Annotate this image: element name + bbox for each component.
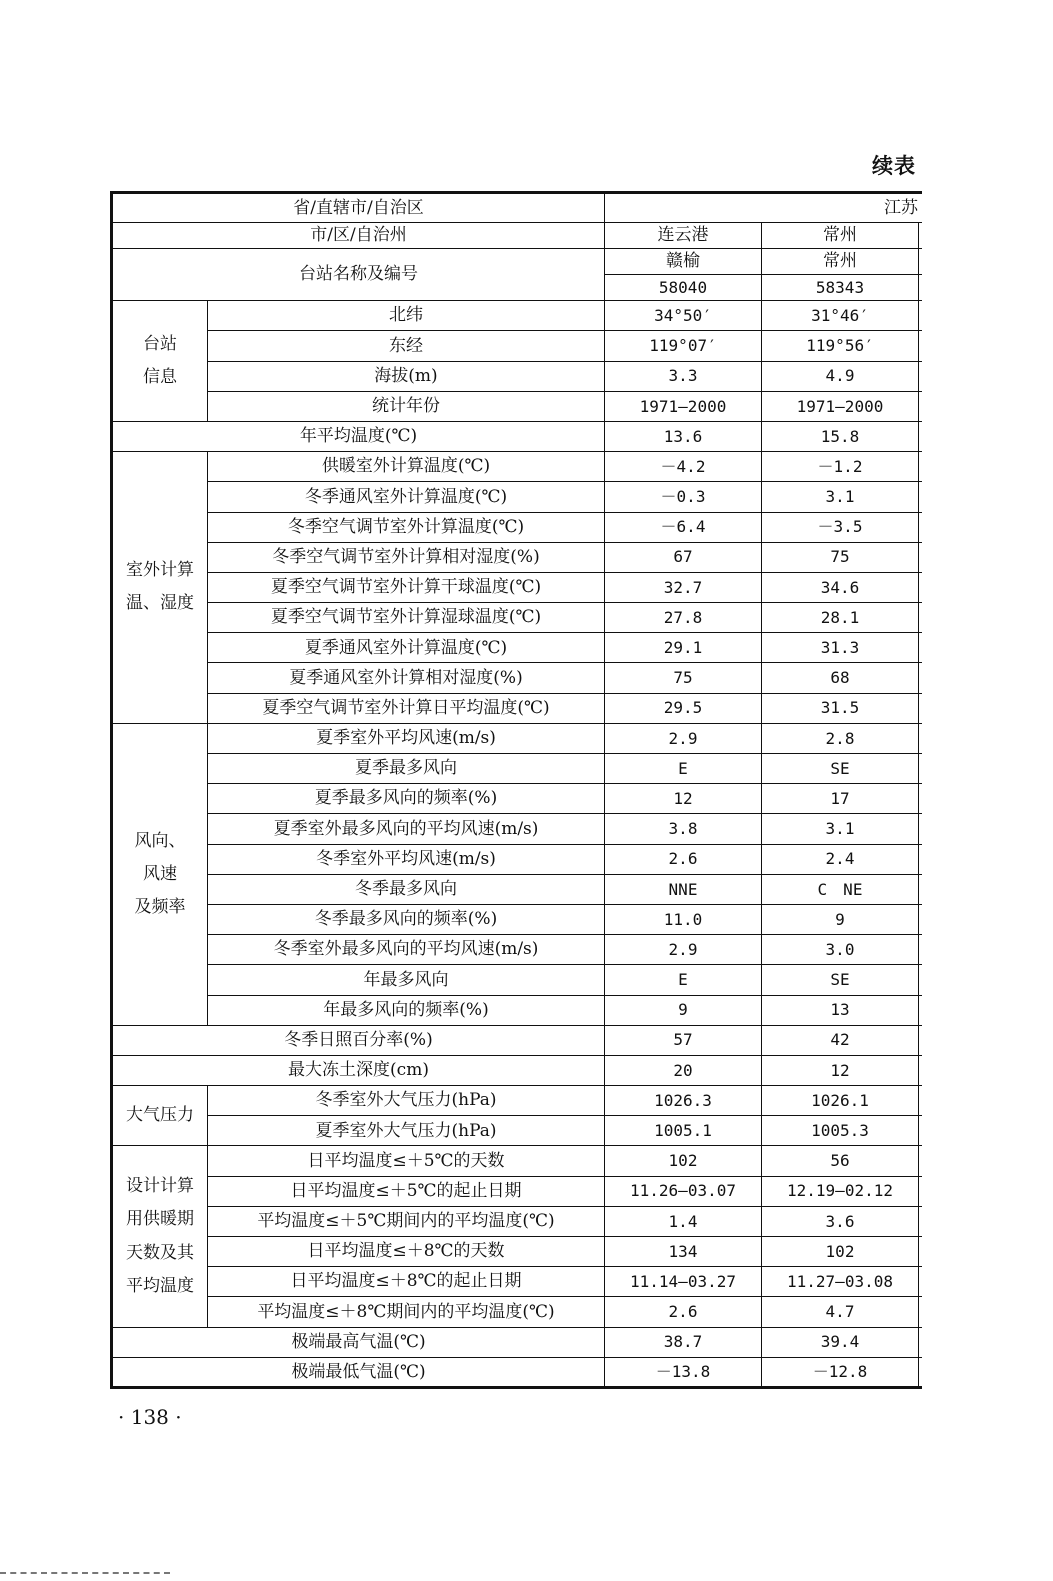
value-city-1: E [605, 965, 762, 995]
table-row [112, 965, 923, 995]
table-row [112, 935, 923, 965]
table-row [112, 1055, 923, 1085]
value-city-1: 9 [605, 995, 762, 1025]
value-city-2: 75 [762, 542, 919, 572]
table-row [112, 603, 923, 633]
row-label: 年最多风向 [208, 965, 605, 995]
row-label: 北纬 [208, 301, 605, 331]
value-city-2: 28.1 [762, 603, 919, 633]
value-city-2: C NE [762, 874, 919, 904]
value-city-3 [919, 784, 923, 814]
value-city-1: 29.5 [605, 693, 762, 723]
value-city-2: 9 [762, 904, 919, 934]
group-label-line: 用供暖期 [126, 1209, 194, 1230]
row-label: 极端最高气温(℃) [112, 1327, 605, 1357]
table-row [112, 1357, 923, 1387]
value-city-1: 29.1 [605, 633, 762, 663]
value-city-3 [919, 874, 923, 904]
value-city-3 [919, 693, 923, 723]
row-label: 平均温度≤＋5℃期间内的平均温度(℃) [208, 1206, 605, 1236]
value-city-2: －1.2 [762, 452, 919, 482]
table-row [112, 1237, 923, 1267]
value-city-2: 13 [762, 995, 919, 1025]
row-label: 海拔(m) [208, 361, 605, 391]
value-city-1: 2.9 [605, 935, 762, 965]
table-row [112, 1116, 923, 1146]
value-city-2: 3.1 [762, 482, 919, 512]
value-city-3 [919, 904, 923, 934]
table-row [112, 693, 923, 723]
continued-label: 续表 [872, 153, 916, 178]
row-label: 冬季室外大气压力(hPa) [208, 1086, 605, 1116]
station-label: 台站名称及编号 [112, 249, 605, 301]
table-row [112, 1086, 923, 1116]
climate-table [110, 191, 922, 1389]
province-label: 省/直辖市/自治区 [112, 193, 605, 223]
value-city-2: 2.8 [762, 723, 919, 753]
group-label-line: 台站 [143, 333, 177, 354]
value-city-1: 2.6 [605, 1297, 762, 1327]
value-city-1: 34°50′ [605, 301, 762, 331]
value-city-3 [919, 935, 923, 965]
value-city-3 [919, 542, 923, 572]
value-city-2: 3.1 [762, 814, 919, 844]
value-city-2: 4.7 [762, 1297, 919, 1327]
row-label: 冬季室外平均风速(m/s) [208, 844, 605, 874]
table-row [112, 904, 923, 934]
table-row [112, 1206, 923, 1236]
row-label: 夏季空气调节室外计算干球温度(℃) [208, 572, 605, 602]
table-row [112, 361, 923, 391]
value-city-2: 31°46′ [762, 301, 919, 331]
value-city-3 [919, 1357, 923, 1387]
value-city-2: 1026.1 [762, 1086, 919, 1116]
value-city-3 [919, 723, 923, 753]
row-label: 冬季通风室外计算温度(℃) [208, 482, 605, 512]
value-city-1: 20 [605, 1055, 762, 1085]
row-label: 冬季空气调节室外计算相对湿度(%) [208, 542, 605, 572]
value-city-1: －6.4 [605, 512, 762, 542]
value-city-3 [919, 1267, 923, 1297]
value-city-2: －3.5 [762, 512, 919, 542]
value-city-2: 1005.3 [762, 1116, 919, 1146]
table-row [112, 512, 923, 542]
value-city-1: －13.8 [605, 1357, 762, 1387]
value-city-3 [919, 844, 923, 874]
city-row [112, 223, 923, 249]
row-label: 夏季通风室外计算温度(℃) [208, 633, 605, 663]
row-label: 夏季室外最多风向的平均风速(m/s) [208, 814, 605, 844]
group-label-line: 天数及其 [126, 1242, 194, 1263]
table-row [112, 1267, 923, 1297]
table-row [112, 391, 923, 421]
group-label-station-info [112, 301, 208, 422]
value-city-1: 1.4 [605, 1206, 762, 1236]
table-row [112, 331, 923, 361]
value-city-2: 15.8 [762, 421, 919, 451]
table-row [112, 1327, 923, 1357]
value-city-3 [919, 1327, 923, 1357]
value-city-2: 31.3 [762, 633, 919, 663]
value-city-2: 2.4 [762, 844, 919, 874]
city-label: 市/区/自治州 [112, 223, 605, 249]
value-city-3 [919, 965, 923, 995]
value-city-2: 31.5 [762, 693, 919, 723]
group-label-line: 温、湿度 [126, 593, 194, 614]
row-label: 冬季最多风向的频率(%) [208, 904, 605, 934]
station-id-1: 58040 [605, 275, 762, 301]
footer-divider [0, 1572, 170, 1574]
value-city-3 [919, 1055, 923, 1085]
value-city-1: 11.0 [605, 904, 762, 934]
row-label: 统计年份 [208, 391, 605, 421]
group-label-line: 设计计算 [126, 1176, 194, 1197]
value-city-3 [919, 1206, 923, 1236]
row-label: 供暖室外计算温度(℃) [208, 452, 605, 482]
table-row [112, 542, 923, 572]
value-city-3 [919, 482, 923, 512]
row-label: 夏季室外大气压力(hPa) [208, 1116, 605, 1146]
station-name-row [112, 249, 923, 275]
value-city-2: 17 [762, 784, 919, 814]
value-city-2: 68 [762, 663, 919, 693]
value-city-2: SE [762, 754, 919, 784]
value-city-1: 12 [605, 784, 762, 814]
province-value-text: 江苏 [884, 197, 919, 218]
province-row [112, 193, 923, 223]
value-city-3 [919, 452, 923, 482]
value-city-1: 11.14—03.27 [605, 1267, 762, 1297]
value-city-2: 39.4 [762, 1327, 919, 1357]
group-label-line: 及频率 [134, 896, 186, 917]
station-name-3 [919, 249, 923, 275]
value-city-1: 75 [605, 663, 762, 693]
value-city-3 [919, 1297, 923, 1327]
row-label: 夏季室外平均风速(m/s) [208, 723, 605, 753]
table-row [112, 572, 923, 602]
value-city-1: 1026.3 [605, 1086, 762, 1116]
table-row [112, 1146, 923, 1176]
group-label-wind [112, 723, 208, 1025]
table-row [112, 995, 923, 1025]
group-label-outdoor [112, 452, 208, 724]
city-2: 常州 [762, 223, 919, 249]
table-row [112, 844, 923, 874]
value-city-2: SE [762, 965, 919, 995]
value-city-1: 3.8 [605, 814, 762, 844]
value-city-3 [919, 512, 923, 542]
value-city-2: 12.19—02.12 [762, 1176, 919, 1206]
group-label-line: 风速 [143, 863, 177, 884]
row-label: 夏季通风室外计算相对湿度(%) [208, 663, 605, 693]
station-id-2: 58343 [762, 275, 919, 301]
value-city-1: NNE [605, 874, 762, 904]
table-row [112, 1025, 923, 1055]
table-row [112, 482, 923, 512]
table-row [112, 452, 923, 482]
group-label-line: 平均温度 [126, 1275, 194, 1296]
table-row [112, 1297, 923, 1327]
value-city-3 [919, 1086, 923, 1116]
value-city-3 [919, 995, 923, 1025]
value-city-3 [919, 814, 923, 844]
row-label: 冬季室外最多风向的平均风速(m/s) [208, 935, 605, 965]
value-city-3 [919, 1146, 923, 1176]
value-city-3 [919, 663, 923, 693]
row-label: 夏季最多风向的频率(%) [208, 784, 605, 814]
value-city-1: 2.6 [605, 844, 762, 874]
value-city-2: 4.9 [762, 361, 919, 391]
value-city-1: 1971—2000 [605, 391, 762, 421]
city-3 [919, 223, 923, 249]
station-id-3 [919, 275, 923, 301]
climate-table-wrapper [110, 191, 922, 1392]
group-label-line: 信息 [143, 367, 177, 388]
value-city-1: 38.7 [605, 1327, 762, 1357]
row-label: 冬季最多风向 [208, 874, 605, 904]
row-label: 年最多风向的频率(%) [208, 995, 605, 1025]
value-city-2: 102 [762, 1237, 919, 1267]
province-value [605, 193, 923, 223]
value-city-3 [919, 1116, 923, 1146]
group-label-heating [112, 1146, 208, 1327]
value-city-1: 1005.1 [605, 1116, 762, 1146]
value-city-3 [919, 301, 923, 331]
row-label: 冬季日照百分率(%) [112, 1025, 605, 1055]
row-label: 日平均温度≤＋5℃的起止日期 [208, 1176, 605, 1206]
table-row [112, 1176, 923, 1206]
table-row [112, 874, 923, 904]
value-city-3 [919, 754, 923, 784]
value-city-3 [919, 633, 923, 663]
group-label-line: 室外计算 [126, 560, 194, 581]
row-label: 极端最低气温(℃) [112, 1357, 605, 1387]
value-city-2: 34.6 [762, 572, 919, 602]
value-city-1: 134 [605, 1237, 762, 1267]
row-label: 夏季空气调节室外计算日平均温度(℃) [208, 693, 605, 723]
table-row [112, 301, 923, 331]
value-city-1: 102 [605, 1146, 762, 1176]
group-label-line: 风向、 [134, 830, 186, 851]
row-label: 夏季空气调节室外计算湿球温度(℃) [208, 603, 605, 633]
value-city-1: 27.8 [605, 603, 762, 633]
value-city-3 [919, 391, 923, 421]
value-city-3 [919, 361, 923, 391]
value-city-3 [919, 331, 923, 361]
value-city-1: 11.26—03.07 [605, 1176, 762, 1206]
row-label: 夏季最多风向 [208, 754, 605, 784]
value-city-2: 56 [762, 1146, 919, 1176]
value-city-3 [919, 421, 923, 451]
value-city-1: 13.6 [605, 421, 762, 451]
value-city-1: －0.3 [605, 482, 762, 512]
value-city-2: 119°56′ [762, 331, 919, 361]
value-city-3 [919, 572, 923, 602]
value-city-3 [919, 1237, 923, 1267]
value-city-2: 1971—2000 [762, 391, 919, 421]
station-name-2: 常州 [762, 249, 919, 275]
table-row [112, 663, 923, 693]
value-city-2: 3.0 [762, 935, 919, 965]
row-label: 日平均温度≤＋8℃的起止日期 [208, 1267, 605, 1297]
value-city-1: E [605, 754, 762, 784]
table-row [112, 723, 923, 753]
value-city-2: 42 [762, 1025, 919, 1055]
value-city-1: 119°07′ [605, 331, 762, 361]
row-label: 平均温度≤＋8℃期间内的平均温度(℃) [208, 1297, 605, 1327]
table-row [112, 421, 923, 451]
value-city-2: 12 [762, 1055, 919, 1085]
table-row [112, 784, 923, 814]
table-row [112, 814, 923, 844]
group-label-pressure [112, 1086, 208, 1146]
page-number: · 138 · [118, 1405, 182, 1429]
value-city-1: 67 [605, 542, 762, 572]
group-label-line: 大气压力 [126, 1105, 194, 1126]
row-label: 最大冻土深度(cm) [112, 1055, 605, 1085]
value-city-3 [919, 1025, 923, 1055]
value-city-1: 3.3 [605, 361, 762, 391]
row-label: 日平均温度≤＋8℃的天数 [208, 1237, 605, 1267]
row-label: 东经 [208, 331, 605, 361]
city-1: 连云港 [605, 223, 762, 249]
value-city-2: 3.6 [762, 1206, 919, 1236]
value-city-2: －12.8 [762, 1357, 919, 1387]
row-label: 年平均温度(℃) [112, 421, 605, 451]
value-city-1: 57 [605, 1025, 762, 1055]
value-city-2: 11.27—03.08 [762, 1267, 919, 1297]
station-name-1: 赣榆 [605, 249, 762, 275]
table-row [112, 754, 923, 784]
value-city-3 [919, 603, 923, 633]
value-city-1: 32.7 [605, 572, 762, 602]
value-city-1: －4.2 [605, 452, 762, 482]
value-city-1: 2.9 [605, 723, 762, 753]
row-label: 冬季空气调节室外计算温度(℃) [208, 512, 605, 542]
value-city-3 [919, 1176, 923, 1206]
row-label: 日平均温度≤＋5℃的天数 [208, 1146, 605, 1176]
table-row [112, 633, 923, 663]
